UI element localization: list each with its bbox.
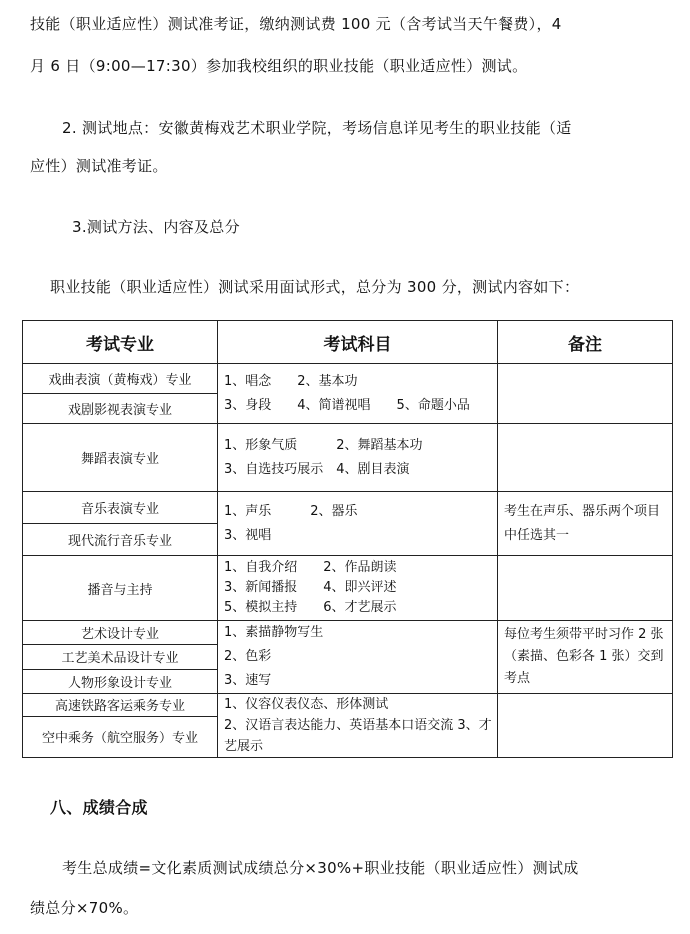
paragraph-line: 职业技能（职业适应性）测试采用面试形式，总分为 300 分，测试内容如下： (50, 278, 580, 296)
remark-cell (498, 424, 673, 492)
subject-line: 1、仪容仪表仪态、形体测试 (224, 697, 389, 712)
subject-line: 3、新闻播报 4、即兴评述 (224, 580, 397, 595)
table-row (23, 621, 673, 645)
major-cell: 现代流行音乐专业 (23, 524, 218, 556)
major-cell: 人物形象设计专业 (23, 669, 218, 693)
paragraph-line: 技能（职业适应性）测试准考证，缴纳测试费 100 元（含考试当天午餐费），4 (30, 15, 562, 33)
header-major: 考试专业 (23, 321, 218, 364)
section-heading: 八、成绩合成 (50, 798, 148, 817)
subject-line: 3、视唱 (224, 527, 272, 543)
remark-cell: 考生在声乐、器乐两个项目中任选其一 (498, 492, 673, 556)
major-cell: 工艺美术品设计专业 (23, 645, 218, 669)
subject-line: 3、自选技巧展示 4、剧目表演 (224, 461, 410, 477)
remark-cell (498, 556, 673, 621)
remark-cell (498, 364, 673, 424)
major-cell: 播音与主持 (23, 556, 218, 621)
subject-line: 5、模拟主持 6、才艺展示 (224, 600, 397, 615)
table-row (23, 492, 673, 524)
paragraph-line: 应性）测试准考证。 (30, 157, 168, 175)
table-row (23, 364, 673, 394)
paragraph-line: 绩总分×70%。 (30, 899, 139, 917)
paragraph-line: 考生总成绩=文化素质测试成绩总分×30%+职业技能（职业适应性）测试成 (62, 859, 579, 877)
subject-line: 2、色彩 (224, 649, 272, 664)
subject-cell (218, 694, 498, 758)
paragraph-line: 2. 测试地点：安徽黄梅戏艺术职业学院，考场信息详见考生的职业技能（适 (62, 119, 572, 137)
remark-cell: 每位考生须带平时习作 2 张（素描、色彩各 1 张）交到考点 (498, 621, 673, 694)
table-header-row (23, 321, 673, 364)
subject-line: 1、自我介绍 2、作品朗读 (224, 560, 397, 575)
subject-line: 1、唱念 2、基本功 (224, 373, 358, 389)
remark-cell (498, 694, 673, 758)
subject-line: 3、身段 4、简谱视唱 5、命题小品 (224, 397, 470, 413)
subheading: 3.测试方法、内容及总分 (72, 218, 240, 236)
table-row (23, 694, 673, 717)
paragraph-line: 月 6 日（9:00—17:30）参加我校组织的职业技能（职业适应性）测试。 (30, 57, 528, 75)
major-cell: 空中乘务（航空服务）专业 (23, 716, 218, 757)
subject-cell (218, 364, 498, 424)
table-row (23, 424, 673, 492)
subject-cell (218, 621, 498, 694)
major-cell: 音乐表演专业 (23, 492, 218, 524)
subject-cell (218, 492, 498, 556)
major-cell: 戏剧影视表演专业 (23, 394, 218, 424)
major-cell: 戏曲表演（黄梅戏）专业 (23, 364, 218, 394)
major-cell: 高速铁路客运乘务专业 (23, 694, 218, 717)
subject-line: 1、声乐 2、器乐 (224, 503, 358, 519)
header-remark: 备注 (498, 321, 673, 364)
subject-cell (218, 556, 498, 621)
test-content-table (22, 320, 673, 758)
major-cell: 舞蹈表演专业 (23, 424, 218, 492)
subject-cell (218, 424, 498, 492)
table-row (23, 556, 673, 621)
subject-line: 1、形象气质 2、舞蹈基本功 (224, 437, 423, 453)
major-cell: 艺术设计专业 (23, 621, 218, 645)
subject-line: 2、汉语言表达能力、英语基本口语交流 3、才艺展示 (224, 718, 492, 754)
header-subject: 考试科目 (218, 321, 498, 364)
subject-line: 3、速写 (224, 673, 272, 688)
subject-line: 1、素描静物写生 (224, 625, 324, 640)
